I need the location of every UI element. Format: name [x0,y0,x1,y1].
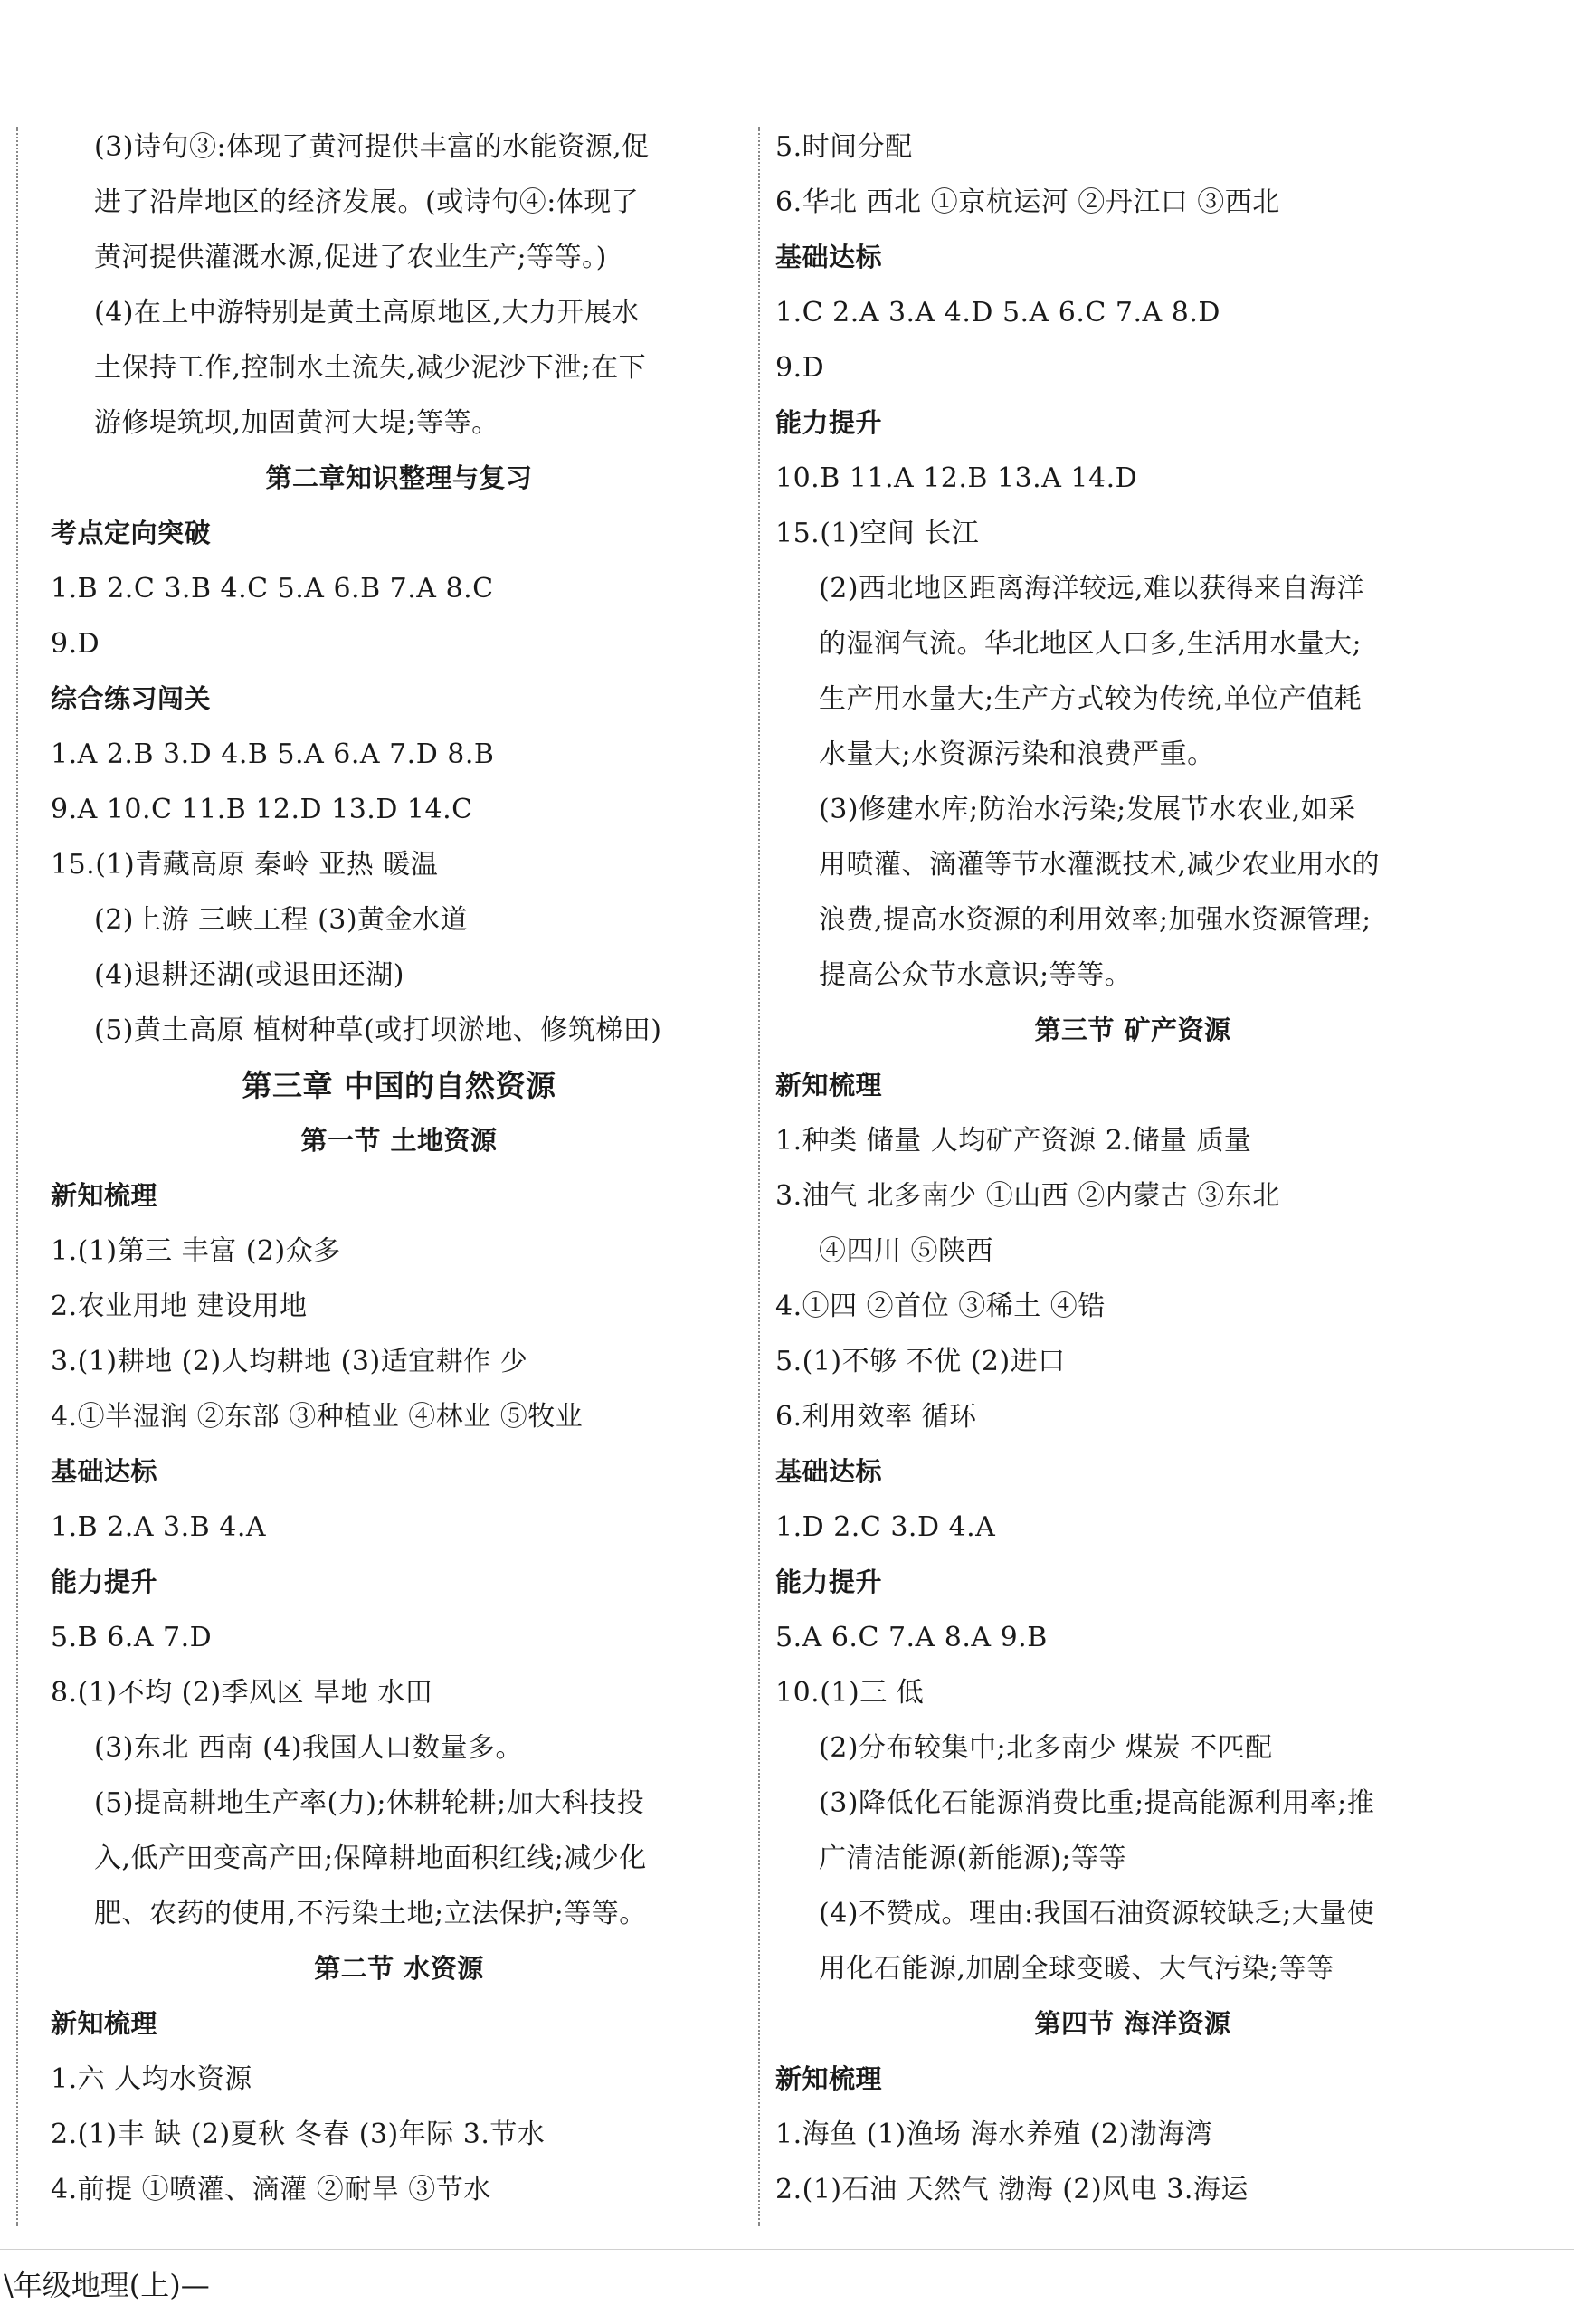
text-line: 1.(1)第三 丰富 (2)众多 [51,1235,341,1267]
left-margin-dotted-line [16,127,18,2226]
text-line: 1.A 2.B 3.D 4.B 5.A 6.A 7.D 8.B [51,738,495,770]
text-line: 2.农业用地 建设用地 [51,1291,308,1322]
text-line: 1.D 2.C 3.D 4.A [775,1511,996,1543]
text-line: 1.B 2.A 3.B 4.A [51,1511,267,1543]
section-heading: 基础达标 [775,242,883,272]
text-line: 用化石能源,加剧全球变暖、大气污染;等等 [819,1953,1334,1985]
section-heading: 新知梳理 [51,1180,158,1211]
column-divider-dotted-line [758,127,760,2226]
text-line: (5)黄土高原 植树种草(或打坝淤地、修筑梯田) [94,1014,662,1046]
text-line: 10.(1)三 低 [775,1677,925,1709]
section-heading: 能力提升 [51,1567,158,1597]
text-line: 黄河提供灌溉水源,促进了农业生产;等等。) [94,242,607,273]
text-line: 9.A 10.C 11.B 12.D 13.D 14.C [51,794,473,825]
text-line: 2.(1)石油 天然气 渤海 (2)风电 3.海运 [775,2174,1249,2205]
page-footer: \年级地理(上)— [4,2268,210,2302]
text-line: 5.时间分配 [775,131,913,163]
text-line: 3.油气 北多南少 ①山西 ②内蒙古 ③东北 [775,1180,1280,1212]
text-line: 浪费,提高水资源的利用效率;加强水资源管理; [819,904,1372,936]
text-line: (4)退耕还湖(或退田还湖) [94,959,404,991]
text-line: 8.(1)不均 (2)季风区 旱地 水田 [51,1677,433,1709]
text-line: 用喷灌、滴灌等节水灌溉技术,减少农业用水的 [819,849,1381,881]
text-line: 6.华北 西北 ①京杭运河 ②丹江口 ③西北 [775,186,1280,218]
text-line: 15.(1)空间 长江 [775,518,980,549]
section-title: 第二节 水资源 [314,1953,484,1984]
section-heading: 新知梳理 [775,2063,883,2094]
text-line: (3)降低化石能源消费比重;提高能源利用率;推 [819,1787,1375,1819]
text-line: 进了沿岸地区的经济发展。(或诗句④:体现了 [94,186,640,218]
section-heading: 能力提升 [775,1567,883,1597]
text-line: 5.A 6.C 7.A 8.A 9.B [775,1622,1048,1653]
section-heading: 新知梳理 [51,2008,158,2039]
text-line: 提高公众节水意识;等等。 [819,959,1133,991]
chapter-title: 第三章 中国的自然资源 [242,1068,556,1103]
text-line: 9.D [775,352,825,384]
text-line: (3)诗句③:体现了黄河提供丰富的水能资源,促 [94,131,650,163]
text-line: (5)提高耕地生产率(力);休耕轮耕;加大科技投 [94,1787,645,1819]
text-line: 4.①四 ②首位 ③稀土 ④锆 [775,1291,1106,1322]
text-line: 生产用水量大;生产方式较为传统,单位产值耗 [819,683,1363,715]
text-line: 4.前提 ①喷灌、滴灌 ②耐旱 ③节水 [51,2174,491,2205]
text-line: 广清洁能源(新能源);等等 [819,1843,1127,1874]
section-title: 第三节 矿产资源 [1034,1014,1231,1045]
text-line: (4)不赞成。理由:我国石油资源较缺乏;大量使 [819,1898,1375,1929]
text-line: 1.B 2.C 3.B 4.C 5.A 6.B 7.A 8.C [51,573,494,605]
text-line: 土保持工作,控制水土流失,减少泥沙下泄;在下 [94,352,647,384]
text-line: 肥、农药的使用,不污染土地;立法保护;等等。 [94,1898,647,1929]
footer-rule [0,2249,1574,2250]
section-heading: 基础达标 [51,1456,158,1487]
text-line: (2)西北地区距离海洋较远,难以获得来自海洋 [819,573,1365,605]
text-line: (3)东北 西南 (4)我国人口数量多。 [94,1732,524,1764]
text-line: 水量大;水资源污染和浪费严重。 [819,738,1215,770]
text-line: (2)分布较集中;北多南少 煤炭 不匹配 [819,1732,1273,1764]
text-line: 6.利用效率 循环 [775,1401,977,1433]
text-line: (2)上游 三峡工程 (3)黄金水道 [94,904,469,936]
section-title: 第二章知识整理与复习 [265,462,533,493]
text-line: (4)在上中游特别是黄土高原地区,大力开展水 [94,297,641,329]
text-line: 5.B 6.A 7.D [51,1622,213,1653]
text-line: 3.(1)耕地 (2)人均耕地 (3)适宜耕作 少 [51,1346,528,1377]
text-line: 4.①半湿润 ②东部 ③种植业 ④林业 ⑤牧业 [51,1401,584,1433]
section-heading: 基础达标 [775,1456,883,1487]
text-line: 9.D [51,628,100,660]
text-line: 10.B 11.A 12.B 13.A 14.D [775,462,1138,494]
text-line: 5.(1)不够 不优 (2)进口 [775,1346,1066,1377]
section-title: 第四节 海洋资源 [1034,2008,1231,2039]
text-line: 15.(1)青藏高原 秦岭 亚热 暖温 [51,849,439,881]
text-line: 入,低产田变高产田;保障耕地面积红线;减少化 [94,1843,647,1874]
right-column [775,119,1490,2217]
text-line: 2.(1)丰 缺 (2)夏秋 冬春 (3)年际 3.节水 [51,2119,546,2150]
section-title: 第一节 土地资源 [300,1125,498,1156]
text-line: 1.C 2.A 3.A 4.D 5.A 6.C 7.A 8.D [775,297,1220,329]
text-line: ④四川 ⑤陕西 [819,1235,994,1267]
text-line: (3)修建水库;防治水污染;发展节水农业,如采 [819,794,1356,825]
text-line: 1.海鱼 (1)渔场 海水养殖 (2)渤海湾 [775,2119,1213,2150]
text-line: 游修堤筑坝,加固黄河大堤;等等。 [94,407,499,439]
text-line: 1.六 人均水资源 [51,2063,252,2095]
text-line: 的湿润气流。华北地区人口多,生活用水量大; [819,628,1363,660]
section-heading: 能力提升 [775,407,883,438]
left-column [51,119,747,2217]
text-line: 1.种类 储量 人均矿产资源 2.储量 质量 [775,1125,1252,1157]
section-heading: 综合练习闯关 [51,683,212,714]
section-heading: 考点定向突破 [51,518,212,548]
section-heading: 新知梳理 [775,1070,883,1100]
